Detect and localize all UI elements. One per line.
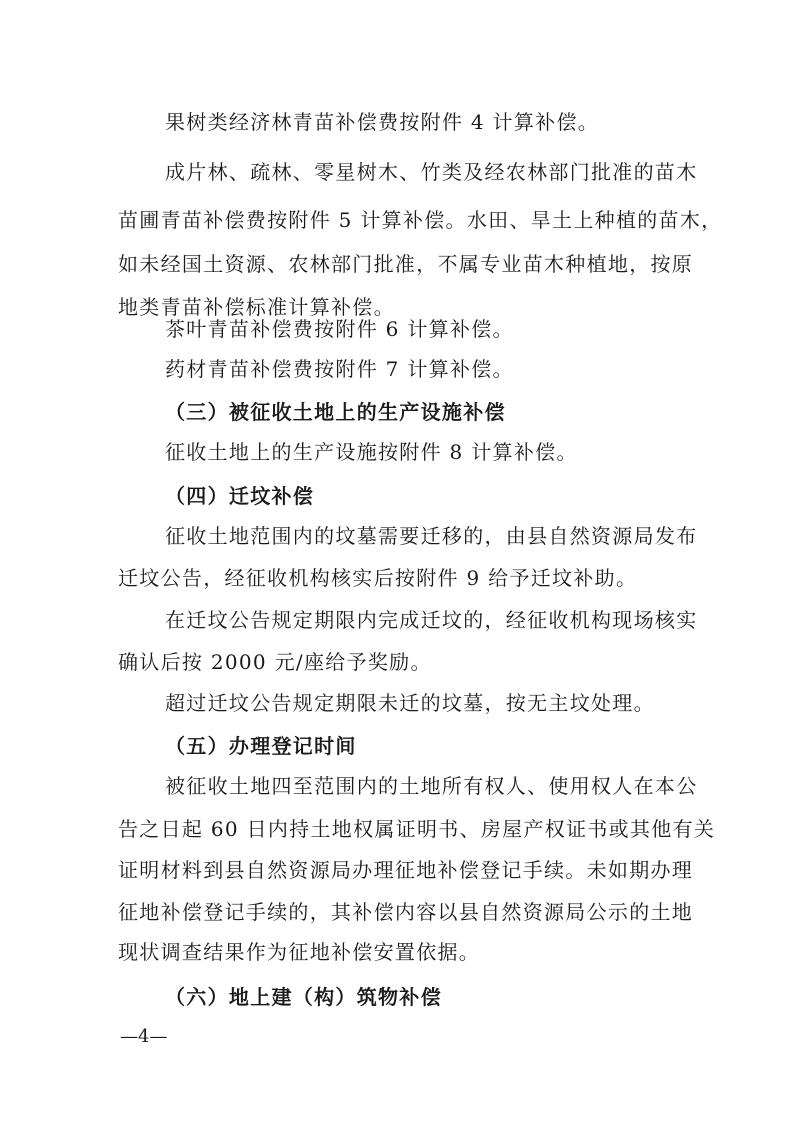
text-line: 在迁坟公告规定期限内完成迁坟的，经征收机构现场核实: [165, 608, 698, 632]
text-line: 现状调查结果作为征地补偿安置依据。: [118, 940, 481, 964]
text-line: 地类青苗补偿标准计算补偿。: [118, 295, 395, 319]
text-line: 征地补偿登记手续的，其补偿内容以县自然资源局公示的土地: [118, 900, 694, 924]
text-line: 药材青苗补偿费按附件 7 计算补偿。: [165, 357, 514, 381]
text-line: 果树类经济林青苗补偿费按附件 4 计算补偿。: [165, 110, 600, 134]
section-heading-3: （三）被征收土地上的生产设施补偿: [165, 400, 506, 424]
page-number: —4—: [120, 1026, 168, 1047]
text-line: 确认后按 2000 元/座给予奖励。: [118, 650, 432, 674]
text-line: 迁坟公告，经征收机构核实后按附件 9 给予迁坟补助。: [118, 566, 638, 590]
section-heading-6: （六）地上建（构）筑物补偿: [165, 985, 442, 1009]
text-line: 如未经国土资源、农林部门批准，不属专业苗木种植地，按原: [118, 252, 694, 276]
text-line: 超过迁坟公告规定期限未迁的坟墓，按无主坟处理。: [165, 691, 655, 715]
text-line: 被征收土地四至范围内的土地所有权人、使用权人在本公: [165, 774, 698, 798]
section-heading-5: （五）办理登记时间: [165, 734, 357, 758]
section-heading-4: （四）迁坟补偿: [165, 484, 315, 508]
text-line: 成片林、疏林、零星树木、竹类及经农林部门批准的苗木: [165, 160, 698, 184]
text-line: 茶叶青苗补偿费按附件 6 计算补偿。: [165, 317, 514, 341]
text-line: 征收土地上的生产设施按附件 8 计算补偿。: [165, 440, 578, 464]
text-line: 告之日起 60 日内持土地权属证明书、房屋产权证书或其他有关: [118, 817, 716, 841]
text-line: 证明材料到县自然资源局办理征地补偿登记手续。未如期办理: [118, 858, 694, 882]
text-line: 征收土地范围内的坟墓需要迁移的，由县自然资源局发布: [165, 524, 698, 548]
text-line: 苗圃青苗补偿费按附件 5 计算补偿。水田、旱土上种植的苗木，: [118, 208, 723, 232]
